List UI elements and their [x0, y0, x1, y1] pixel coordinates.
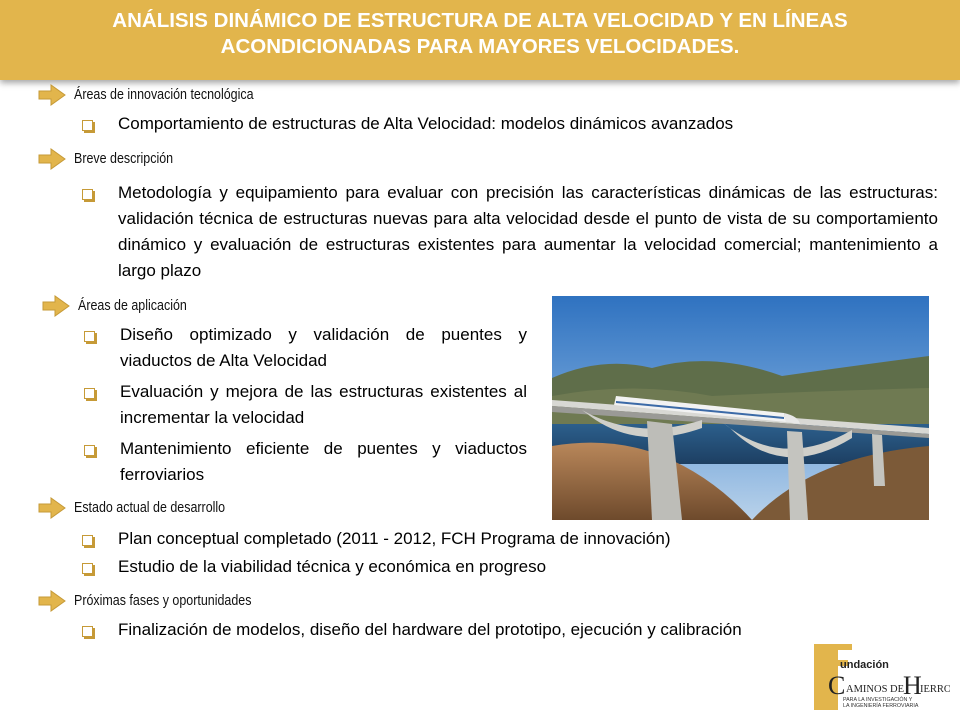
list-item: Comportamiento de estructuras de Alta Velocidad: modelos dinámicos avanzados [82, 111, 938, 137]
section-label: Breve descripción [74, 151, 174, 167]
list-item: Estudio de la viabilidad técnica y económica en progreso [82, 554, 938, 580]
logo-c-initial: C [828, 671, 846, 700]
section-heading-innovation [38, 84, 283, 106]
fundacion-logo [808, 640, 950, 712]
checkbox-bullet-icon [82, 626, 93, 637]
list-item: Diseño optimizado y validación de puentes y viaductos de Alta Velocidad [84, 322, 527, 374]
section-heading-application [42, 295, 205, 317]
list-item: Evaluación y mejora de las estructuras existentes al incrementar la velocidad [84, 379, 527, 431]
logo-line-1: undación [840, 659, 889, 671]
list-item: Metodología y equipamiento para evaluar con precisión las características dinámicas de las estructuras: validación técnica de estructuras nuevas para alta velocidad desde el punto de vista de su comportamiento dinámico y evaluación de estructuras existentes para aumentar la velocidad comercial; mantenimiento a largo plazo [82, 180, 938, 284]
logo-line-3: IERRO [920, 684, 950, 695]
section-label: Próximas fases y oportunidades [74, 593, 252, 609]
arrow-right-icon [38, 148, 66, 170]
list-item: Plan conceptual completado (2011 - 2012, FCH Programa de innovación) [82, 526, 938, 552]
section-heading-description [38, 148, 189, 170]
arrow-right-icon [38, 590, 66, 612]
section-label: Áreas de aplicación [78, 298, 187, 314]
arrow-right-icon [42, 295, 70, 317]
logo-h-initial: H [903, 671, 922, 700]
arrow-right-icon [38, 497, 66, 519]
checkbox-bullet-icon [82, 563, 93, 574]
checkbox-bullet-icon [82, 120, 93, 131]
logo-tagline-2: LA INGENIERÍA FERROVIARIA [843, 703, 919, 709]
checkbox-bullet-icon [82, 535, 93, 546]
arrow-right-icon [38, 84, 66, 106]
checkbox-bullet-icon [84, 445, 95, 456]
bridge-train-photo [552, 296, 929, 520]
checkbox-bullet-icon [84, 331, 95, 342]
title-banner [0, 0, 960, 80]
logo-line-2: AMINOS DE [846, 684, 905, 695]
page-title-line-2: ACONDICIONADAS PARA MAYORES VELOCIDADES. [220, 35, 740, 58]
checkbox-bullet-icon [82, 189, 93, 200]
section-heading-next [38, 590, 280, 612]
page-title-line-1: ANÁLISIS DINÁMICO DE ESTRUCTURA DE ALTA VELOCIDAD Y EN LÍNEAS [112, 9, 848, 32]
section-label: Áreas de innovación tecnológica [74, 87, 254, 103]
section-label: Estado actual de desarrollo [74, 500, 226, 516]
section-heading-status [38, 497, 250, 519]
logo-tagline-1: PARA LA INVESTIGACIÓN Y [843, 697, 913, 703]
list-item: Mantenimiento eficiente de puentes y viaductos ferroviarios [84, 436, 527, 488]
list-item: Finalización de modelos, diseño del hardware del prototipo, ejecución y calibración [82, 617, 938, 643]
page-title [40, 8, 920, 60]
checkbox-bullet-icon [84, 388, 95, 399]
